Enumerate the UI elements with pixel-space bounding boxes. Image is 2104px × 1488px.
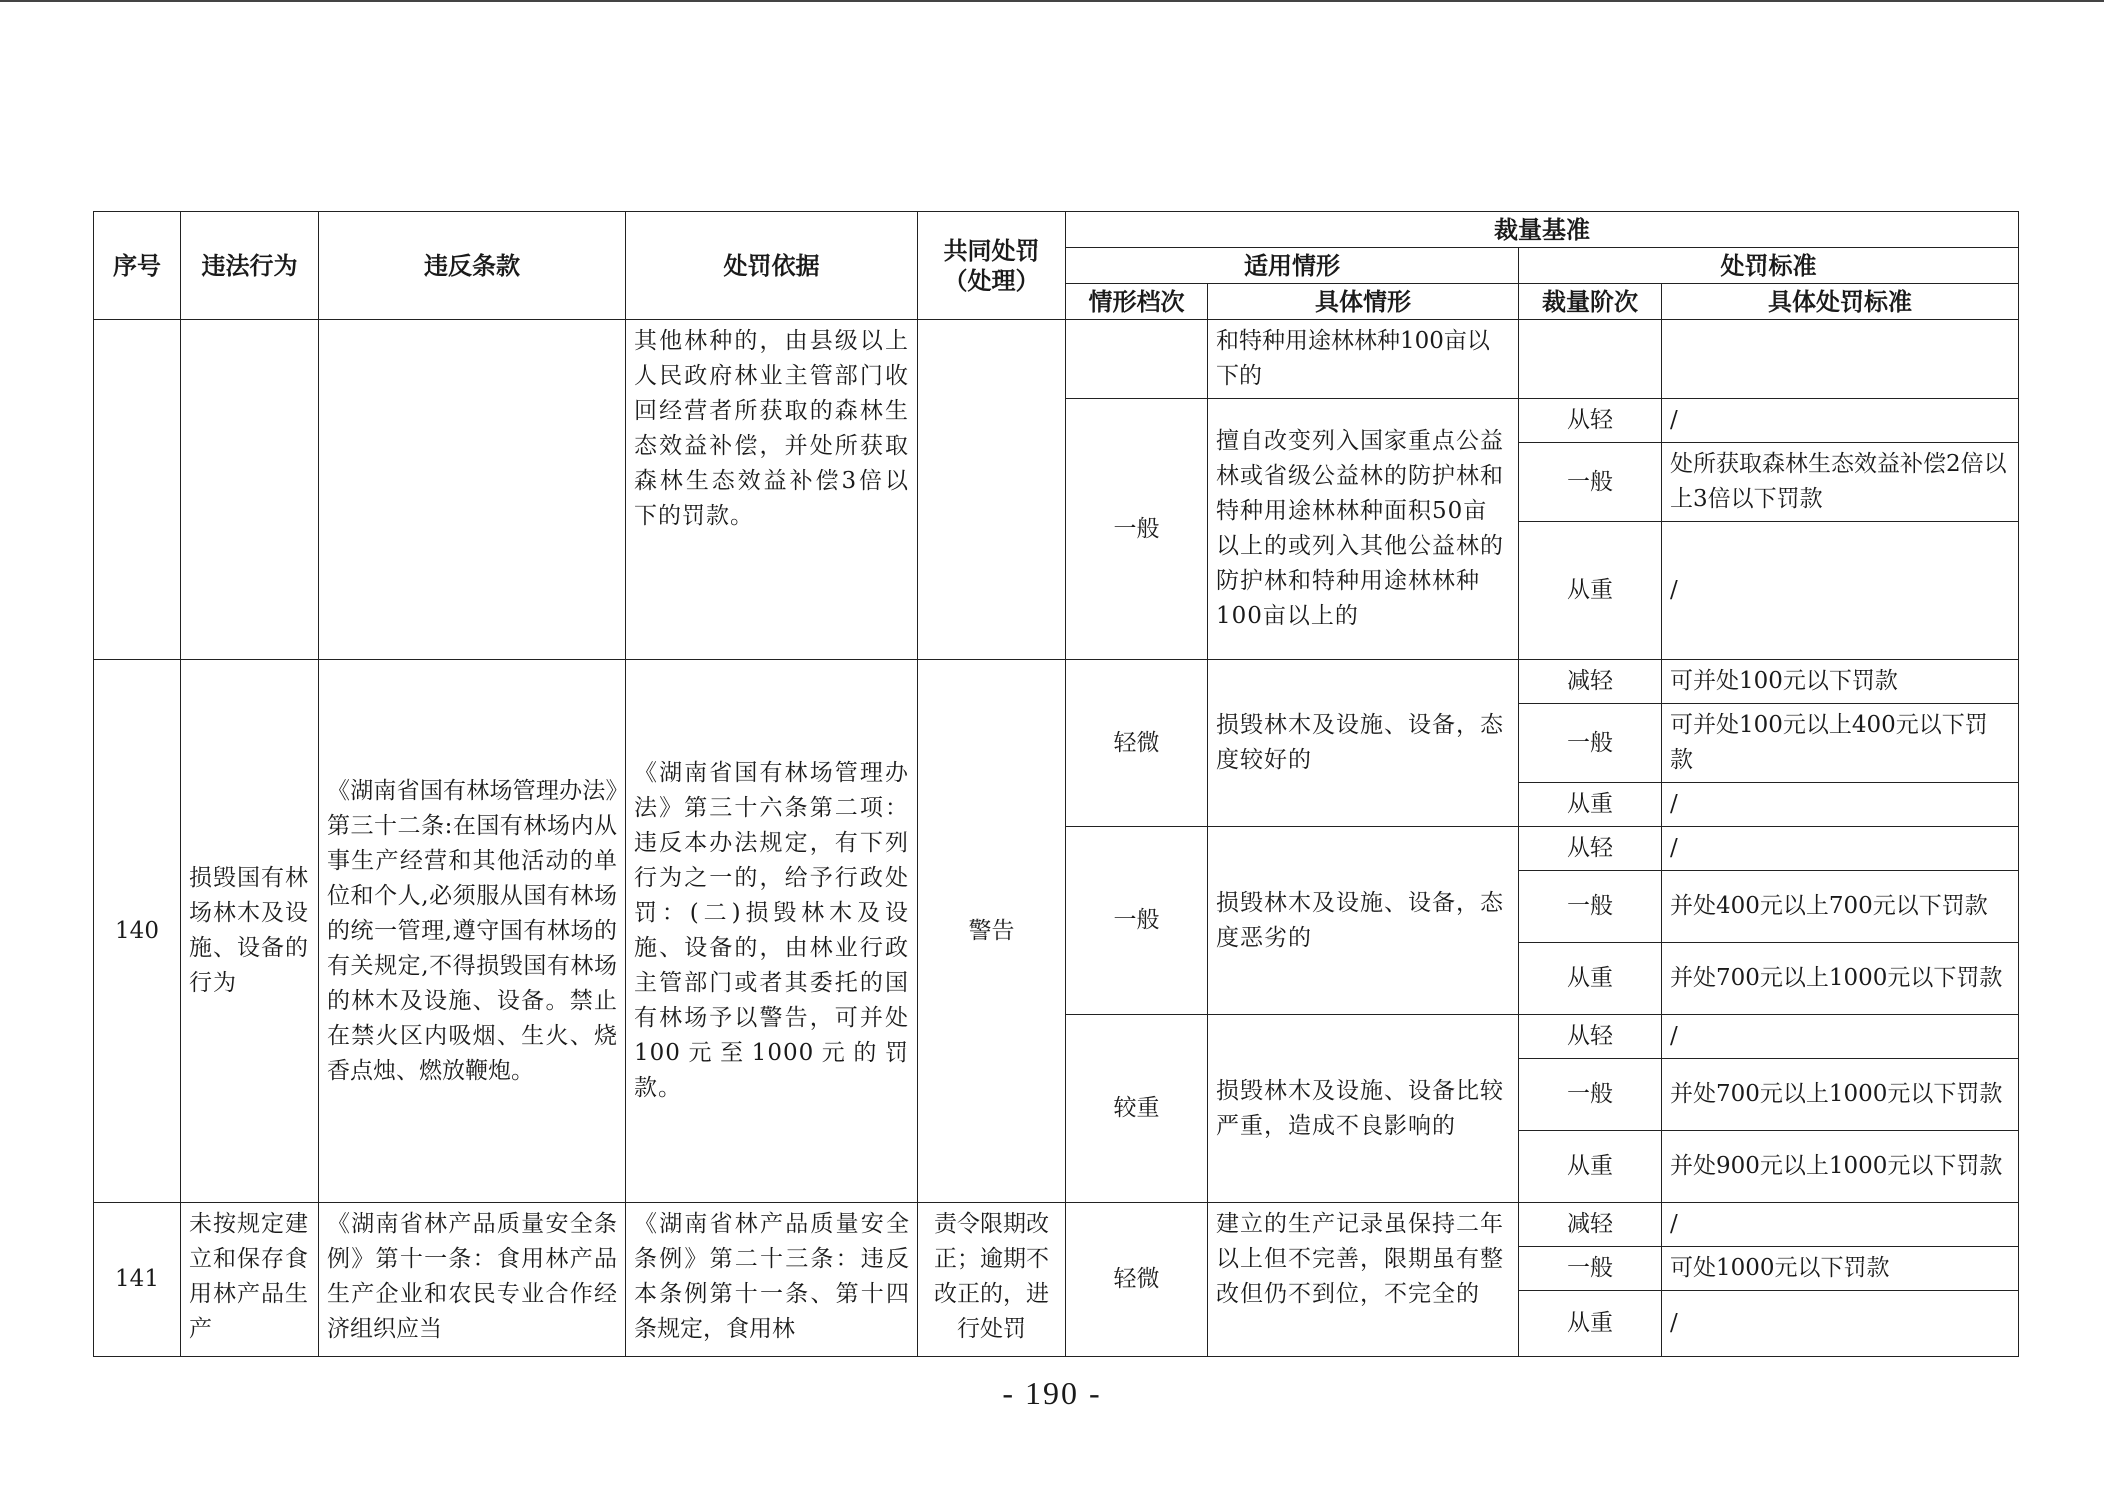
row140-basis: 《湖南省国有林场管理办法》第三十六条第二项：违反本办法规定，有下列行为之一的，给予行政处罚：(二)损毁林木及设施、设备的，由林业行政主管部门或者其委托的国有林场予以警告，可并处100元至1000元的罚款。 — [626, 660, 918, 1203]
row140-g1-level-1: 减轻 — [1519, 660, 1662, 704]
penalty-discretion-table — [93, 211, 2019, 1357]
page-number: - 190 - — [1002, 1375, 1102, 1411]
top-border-line — [0, 0, 2104, 2]
row140-g3-penalty-3: 并处900元以上1000元以下罚款 — [1662, 1131, 2019, 1203]
row140-g2-penalty-3: 并处700元以上1000元以下罚款 — [1662, 943, 2019, 1015]
cont-penalty-2: 处所获取森林生态效益补偿2倍以上3倍以下罚款 — [1662, 443, 2019, 522]
header-seq: 序号 — [94, 212, 181, 320]
row140-situation-2: 损毁林木及设施、设备，态度恶劣的 — [1208, 827, 1519, 1015]
cont-penalty-3: / — [1662, 522, 2019, 660]
row141-basis: 《湖南省林产品质量安全条例》第二十三条：违反本条例第十一条、第十四条规定，食用林 — [626, 1203, 918, 1357]
cont-behavior-cell — [181, 320, 319, 660]
header-applicable: 适用情形 — [1066, 248, 1519, 284]
row141-level-2: 一般 — [1519, 1247, 1662, 1291]
row141-penalty-1: / — [1662, 1203, 2019, 1247]
row140-clause: 《湖南省国有林场管理办法》第三十二条:在国有林场内从事生产经营和其他活动的单位和个人,必须服从国有林场的统一管理,遵守国有林场的有关规定,不得损毁国有林场的林木及设施、设备。禁止在禁火区内吸烟、生火、烧香点烛、燃放鞭炮。 — [319, 660, 626, 1203]
header-behavior: 违法行为 — [181, 212, 319, 320]
row140-g3-level-1: 从轻 — [1519, 1015, 1662, 1059]
cont-level-empty-cell — [1519, 320, 1662, 399]
cont-penalty-empty-cell — [1662, 320, 2019, 399]
header-standard: 处罚标准 — [1519, 248, 2019, 284]
cont-grade: 一般 — [1066, 399, 1208, 660]
row141-penalty-3: / — [1662, 1291, 2019, 1357]
row140-g3-level-2: 一般 — [1519, 1059, 1662, 1131]
cont-situation-1: 和特种用途林林种100亩以下的 — [1208, 320, 1519, 399]
row140-grade-2: 一般 — [1066, 827, 1208, 1015]
row140-g2-level-1: 从轻 — [1519, 827, 1662, 871]
row140-g1-penalty-3: / — [1662, 783, 2019, 827]
cont-penalty-1: / — [1662, 399, 2019, 443]
row140-common: 警告 — [918, 660, 1066, 1203]
row140-g1-penalty-2: 可并处100元以上400元以下罚款 — [1662, 704, 2019, 783]
row140-g3-penalty-2: 并处700元以上1000元以下罚款 — [1662, 1059, 2019, 1131]
row140-g1-level-3: 从重 — [1519, 783, 1662, 827]
cont-situation-2: 擅自改变列入国家重点公益林或省级公益林的防护林和特种用途林林种面积50亩以上的或列入其他公益林的防护林和特种用途林林种100亩以上的 — [1208, 399, 1519, 660]
cont-level-1: 从轻 — [1519, 399, 1662, 443]
row141-common: 责令限期改正；逾期不改正的，进行处罚 — [918, 1203, 1066, 1357]
cont-grade-empty-cell — [1066, 320, 1208, 399]
header-common-penalty — [918, 212, 1066, 320]
header-penalty: 具体处罚标准 — [1662, 284, 2019, 320]
header-grade: 情形档次 — [1066, 284, 1208, 320]
row141-level-1: 减轻 — [1519, 1203, 1662, 1247]
header-common-line1: 共同处罚 — [943, 236, 1040, 265]
header-clause: 违反条款 — [319, 212, 626, 320]
row141-penalty-2: 可处1000元以下罚款 — [1662, 1247, 2019, 1291]
cont-clause-cell — [319, 320, 626, 660]
row140-grade-3: 较重 — [1066, 1015, 1208, 1203]
row141-situation: 建立的生产记录虽保持二年以上但不完善，限期虽有整改但仍不到位，不完全的 — [1208, 1203, 1519, 1357]
row141-grade: 轻微 — [1066, 1203, 1208, 1357]
cont-level-2: 一般 — [1519, 443, 1662, 522]
header-situation: 具体情形 — [1208, 284, 1519, 320]
row141-level-3: 从重 — [1519, 1291, 1662, 1357]
row140-g2-level-3: 从重 — [1519, 943, 1662, 1015]
row140-situation-1: 损毁林木及设施、设备，态度较好的 — [1208, 660, 1519, 827]
row140-g2-penalty-2: 并处400元以上700元以下罚款 — [1662, 871, 2019, 943]
cont-common-cell — [918, 320, 1066, 660]
header-benchmark: 裁量基准 — [1066, 212, 2019, 248]
row140-g2-level-2: 一般 — [1519, 871, 1662, 943]
row140-g2-penalty-1: / — [1662, 827, 2019, 871]
header-common-line2: （处理） — [943, 266, 1040, 295]
row140-g3-level-3: 从重 — [1519, 1131, 1662, 1203]
table-row — [94, 1203, 2019, 1247]
row141-clause: 《湖南省林产品质量安全条例》第十一条：食用林产品生产企业和农民专业合作经济组织应当 — [319, 1203, 626, 1357]
header-basis: 处罚依据 — [626, 212, 918, 320]
row140-situation-3: 损毁林木及设施、设备比较严重，造成不良影响的 — [1208, 1015, 1519, 1203]
row140-g1-penalty-1: 可并处100元以下罚款 — [1662, 660, 2019, 704]
row141-behavior: 未按规定建立和保存食用林产品生产 — [181, 1203, 319, 1357]
table-row — [94, 660, 2019, 704]
cont-seq-cell — [94, 320, 181, 660]
cont-level-3: 从重 — [1519, 522, 1662, 660]
table-row — [94, 320, 2019, 399]
row140-grade-1: 轻微 — [1066, 660, 1208, 827]
cont-basis-cell: 其他林种的，由县级以上人民政府林业主管部门收回经营者所获取的森林生态效益补偿，并处所获取森林生态效益补偿3倍以下的罚款。 — [626, 320, 918, 660]
row141-seq: 141 — [94, 1203, 181, 1357]
row140-g1-level-2: 一般 — [1519, 704, 1662, 783]
header-level: 裁量阶次 — [1519, 284, 1662, 320]
row140-behavior: 损毁国有林场林木及设施、设备的行为 — [181, 660, 319, 1203]
row140-g3-penalty-1: / — [1662, 1015, 2019, 1059]
row140-seq: 140 — [94, 660, 181, 1203]
